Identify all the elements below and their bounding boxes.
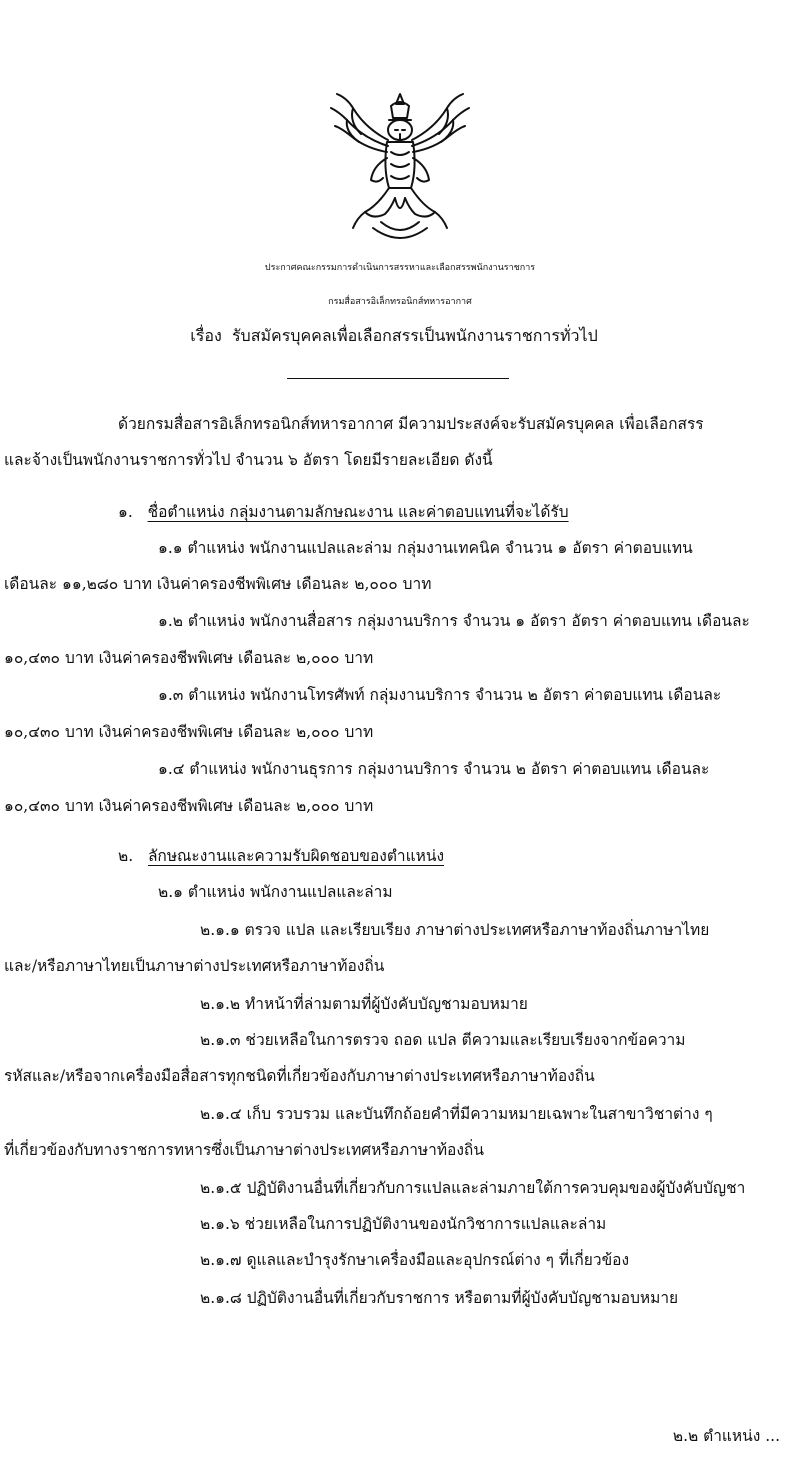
section2-item3-line2: รหัสและ/หรือจากเครื่องมือสื่อสารทุกชนิดที่เกี่ยวข้องกับภาษาต่างประเทศหรือภาษาท้องถิ่น <box>4 1067 595 1085</box>
section1-item4-line1: ๑.๔ ตำแหน่ง พนักงานธุรการ กลุ่มงานบริการ จำนวน ๒ อัตรา ค่าตอบแทน เดือนละ <box>158 760 710 778</box>
section2-item1-line1: ๒.๑.๑ ตรวจ แปล และเรียบเรียง ภาษาต่างประเทศหรือภาษาท้องถิ่นภาษาไทย <box>200 921 710 939</box>
section2-number: ๒. <box>118 847 134 865</box>
intro-line-1: ด้วยกรมสื่อสารอิเล็กทรอนิกส์ทหารอากาศ มีความประสงค์จะรับสมัครบุคคล เพื่อเลือกสรร <box>118 415 704 433</box>
section2-subheading: ๒.๑ ตำแหน่ง พนักงานแปลและล่าม <box>158 883 393 901</box>
section2-title: ลักษณะงานและความรับผิดชอบของตำแหน่ง <box>147 847 445 865</box>
section2-item8-line1: ๒.๑.๘ ปฏิบัติงานอื่นที่เกี่ยวกับราชการ หรือตามที่ผู้บังคับบัญชามอบหมาย <box>200 1289 679 1307</box>
header-title-line1: ประกาศคณะกรรมการดำเนินการสรรหาและเลือกสรรพนักงานราชการ <box>264 263 536 273</box>
page-continuation: ๒.๒ ตำแหน่ง ... <box>672 1427 780 1445</box>
header-divider <box>287 378 509 379</box>
section2-item7-line1: ๒.๑.๗ ดูแลและบำรุงรักษาเครื่องมือและอุปกรณ์ต่าง ๆ ที่เกี่ยวข้อง <box>200 1251 630 1269</box>
header-title-line2: กรมสื่อสารอิเล็กทรอนิกส์ทหารอากาศ <box>328 297 472 307</box>
intro-line-2: และจ้างเป็นพนักงานราชการทั่วไป จำนวน ๖ อัตรา โดยมีรายละเอียด ดังนี้ <box>4 451 493 469</box>
subject-text: รับสมัครบุคคลเพื่อเลือกสรรเป็นพนักงานราชการทั่วไป <box>231 326 598 345</box>
section2-item2-line1: ๒.๑.๒ ทำหน้าที่ล่ามตามที่ผู้บังคับบัญชามอบหมาย <box>200 995 528 1013</box>
section1-title: ชื่อตำแหน่ง กลุ่มงานตามลักษณะงาน และค่าตอบแทนที่จะได้รับ <box>147 503 569 521</box>
section1-item4-line2: ๑๐,๔๓๐ บาท เงินค่าครองชีพพิเศษ เดือนละ ๒,๐๐๐ บาท <box>4 797 374 815</box>
section2-item4-line2: ที่เกี่ยวข้องกับทางราชการทหารซึ่งเป็นภาษาต่างประเทศหรือภาษาท้องถิ่น <box>4 1141 484 1159</box>
section1-item2-line2: ๑๐,๔๓๐ บาท เงินค่าครองชีพพิเศษ เดือนละ ๒,๐๐๐ บาท <box>4 649 374 667</box>
section2-item6-line1: ๒.๑.๖ ช่วยเหลือในการปฏิบัติงานของนักวิชาการแปลและล่าม <box>200 1215 607 1233</box>
section2-item1-line2: และ/หรือภาษาไทยเป็นภาษาต่างประเทศหรือภาษาท้องถิ่น <box>4 957 385 975</box>
section2-item3-line1: ๒.๑.๓ ช่วยเหลือในการตรวจ ถอด แปล ตีความและเรียบเรียงจากข้อความ <box>200 1031 686 1049</box>
section1-item3-line1: ๑.๓ ตำแหน่ง พนักงานโทรศัพท์ กลุ่มงานบริการ จำนวน ๒ อัตรา ค่าตอบแทน เดือนละ <box>158 686 722 704</box>
section1-item3-line2: ๑๐,๔๓๐ บาท เงินค่าครองชีพพิเศษ เดือนละ ๒,๐๐๐ บาท <box>4 723 374 741</box>
header-subject-line <box>0 321 794 351</box>
section1-heading <box>118 494 569 530</box>
section1-item1-line2: เดือนละ ๑๑,๒๘๐ บาท เงินค่าครองชีพพิเศษ เดือนละ ๒,๐๐๐ บาท <box>4 575 432 593</box>
garuda-emblem-icon <box>325 88 475 248</box>
section2-item4-line1: ๒.๑.๔ เก็บ รวบรวม และบันทึกถ้อยคำที่มีความหมายเฉพาะในสาขาวิชาต่าง ๆ <box>200 1105 713 1123</box>
section2-item5-line1: ๒.๑.๕ ปฏิบัติงานอื่นที่เกี่ยวกับการแปลและล่ามภายใต้การควบคุมของผู้บังคับบัญชา <box>200 1179 746 1197</box>
section1-item1-line1: ๑.๑ ตำแหน่ง พนักงานแปลและล่าม กลุ่มงานเทคนิค จำนวน ๑ อัตรา ค่าตอบแทน <box>158 539 693 557</box>
section1-number: ๑. <box>118 503 133 521</box>
section1-item2-line1: ๑.๒ ตำแหน่ง พนักงานสื่อสาร กลุ่มงานบริการ จำนวน ๑ อัตรา อัตรา ค่าตอบแทน เดือนละ <box>158 612 750 630</box>
section2-heading <box>118 838 444 874</box>
subject-prefix: เรื่อง <box>190 326 222 345</box>
